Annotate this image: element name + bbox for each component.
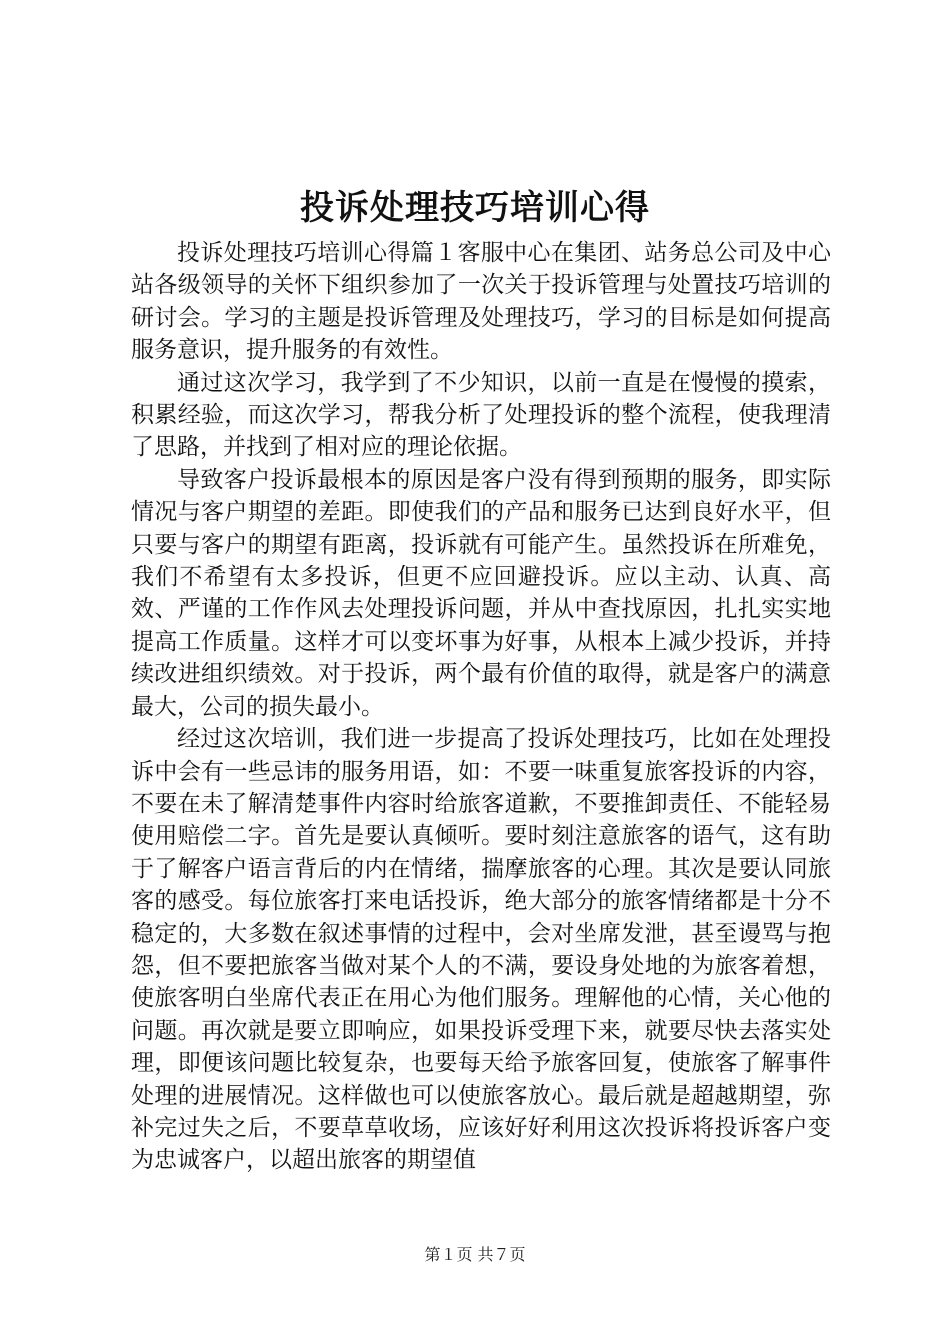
paragraph-3: 导致客户投诉最根本的原因是客户没有得到预期的服务，即实际情况与客户期望的差距。即使我们的产品和服务已达到良好水平，但只要与客户的期望有距离，投诉就有可能产生。虽然投诉在所难免，我们不希望有太多投诉，但更不应回避投诉。应以主动、认真、高效、严谨的工作作风去处理投诉问题，并从中查找原因，扎扎实实地提高工作质量。这样才可以变坏事为好事，从根本上减少投诉，并持续改进组织绩效。对于投诉，两个最有价值的取得，就是客户的满意最大，公司的损失最小。 (131, 466, 831, 720)
paragraph-4: 经过这次培训，我们进一步提高了投诉处理技巧，比如在处理投诉中会有一些忌讳的服务用语，如：不要一味重复旅客投诉的内容，不要在未了解清楚事件内容时给旅客道歉，不要推卸责任、不能轻易使用赔偿二字。首先是要认真倾听。要时刻注意旅客的语气，这有助于了解客户语言背后的内在情绪，揣摩旅客的心理。其次是要认同旅客的感受。每位旅客打来电话投诉，绝大部分的旅客情绪都是十分不稳定的，大多数在叙述事情的过程中，会对坐席发泄，甚至谩骂与抱怨，但不要把旅客当做对某个人的不满，要设身处地的为旅客着想，使旅客明白坐席代表正在用心为他们服务。理解他的心情，关心他的问题。再次就是要立即响应，如果投诉受理下来，就要尽快去落实处理，即便该问题比较复杂，也要每天给予旅客回复，使旅客了解事件处理的进展情况。这样做也可以使旅客放心。最后就是超越期望，弥补完过失之后，不要草草收场，应该好好利用这次投诉将投诉客户变为忠诚客户，以超出旅客的期望值 (131, 726, 831, 1174)
document-body (131, 237, 831, 1177)
paragraph-1: 投诉处理技巧培训心得篇１客服中心在集团、站务总公司及中心站各级领导的关怀下组织参加了一次关于投诉管理与处置技巧培训的研讨会。学习的主题是投诉管理及处理技巧，学习的目标是如何提高服务意识，提升服务的有效性。 (131, 240, 831, 364)
paragraph-2: 通过这次学习，我学到了不少知识，以前一直是在慢慢的摸索，积累经验，而这次学习，帮我分析了处理投诉的整个流程，使我理清了思路，并找到了相对应的理论依据。 (131, 369, 831, 461)
page-number-footer: 第１页 共７页 (424, 1245, 526, 1264)
document-title: 投诉处理技巧培训心得 (300, 188, 650, 228)
